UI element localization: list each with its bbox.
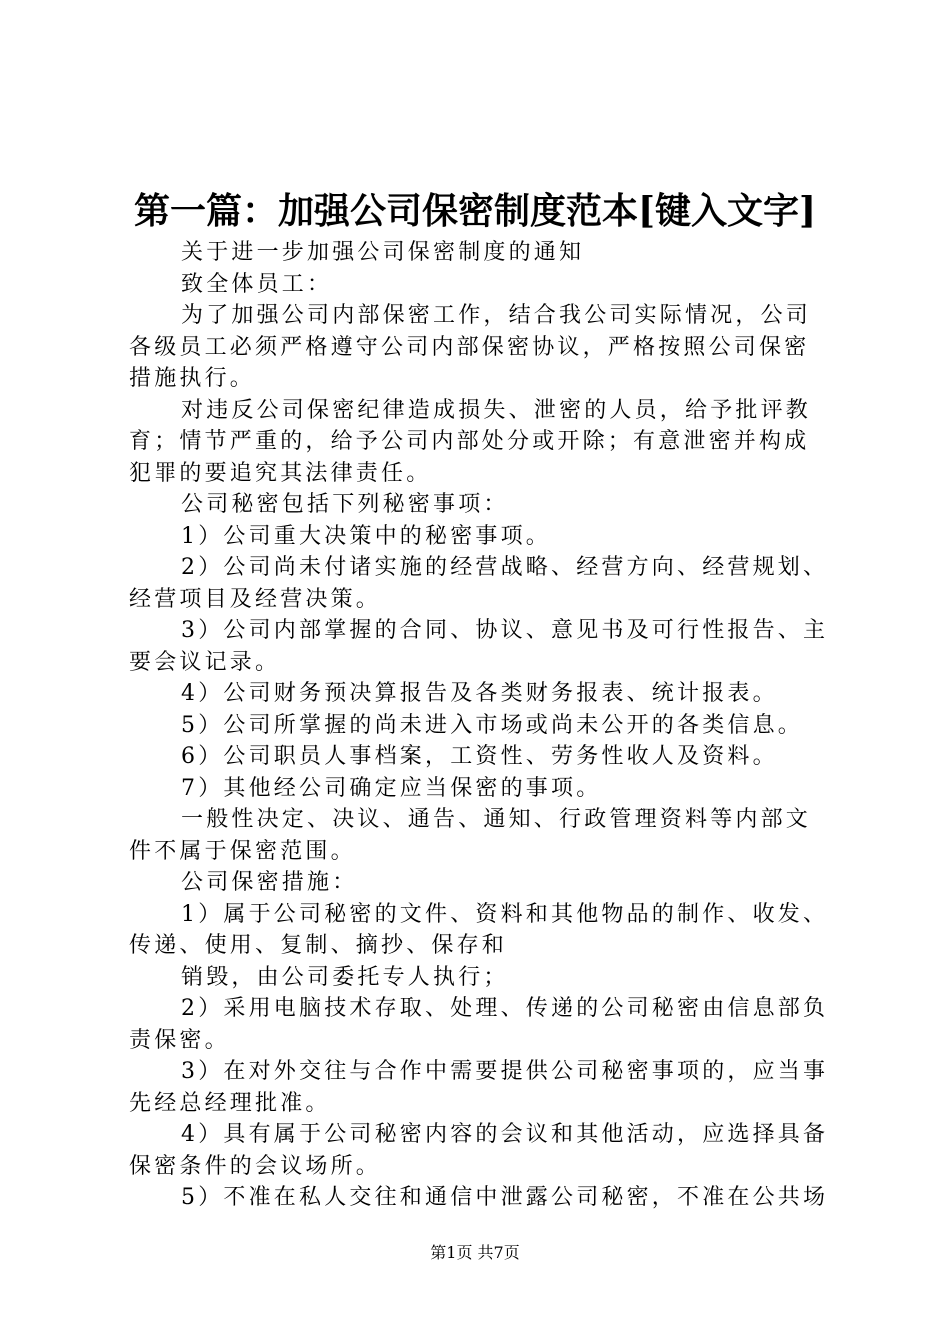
list-item-continuation: 销毁，由公司委托专人执行； [181,964,509,990]
list-item: 4）公司财务预决算报告及各类财务报表、统计报表。 [181,681,778,706]
list-item: 4）具有属于公司秘密内容的会议和其他活动，应选择具备保密条件的会议场所。 [129,1122,829,1179]
paragraph-notice-heading: 关于进一步加强公司保密制度的通知 [181,240,585,265]
list-item: 6）公司职员人事档案，工资性、劳务性收人及资料。 [181,744,778,769]
list-item: 7）其他经公司确定应当保密的事项。 [181,775,602,801]
document-title: 第一篇：加强公司保密制度范本[键入文字] [133,190,817,232]
list-item: 3）公司内部掌握的合同、协议、意见书及可行性报告、主要会议记录。 [129,618,829,675]
list-item: 1）公司重大决策中的秘密事项。 [181,523,551,549]
paragraph: 对违反公司保密纪律造成损失、泄密的人员，给予批评教育；情节严重的，给予公司内部处分或开除；有意泄密并构成犯罪的要追究其法律责任。 [129,397,812,486]
paragraph: 为了加强公司内部保密工作，结合我公司实际情况，公司各级员工必须严格遵守公司内部保密协议，严格按照公司保密措施执行。 [129,303,812,391]
list-item: 1）属于公司秘密的文件、资料和其他物品的制作、收发、传递、使用、复制、摘抄、保存和 [129,901,829,958]
page-footer: 第1页 共7页 [430,1243,520,1262]
list-item: 5）公司所掌握的尚未进入市场或尚未公开的各类信息。 [181,712,803,738]
paragraph-salutation: 致全体员工： [181,271,333,297]
list-item: 5）不准在私人交往和通信中泄露公司秘密，不准在公共场 [181,1185,829,1210]
paragraph: 公司秘密包括下列秘密事项： [181,492,509,517]
document-body [129,237,829,1214]
paragraph: 公司保密措施： [181,870,358,895]
list-item: 2）公司尚未付诸实施的经营战略、经营方向、经营规划、经营项目及经营决策。 [129,555,829,612]
list-item: 2）采用电脑技术存取、处理、传递的公司秘密由信息部负责保密。 [129,996,829,1053]
list-item: 3）在对外交往与合作中需要提供公司秘密事项的，应当事先经总经理批准。 [129,1059,829,1116]
paragraph: 一般性决定、决议、通告、通知、行政管理资料等内部文件不属于保密范围。 [129,807,812,864]
